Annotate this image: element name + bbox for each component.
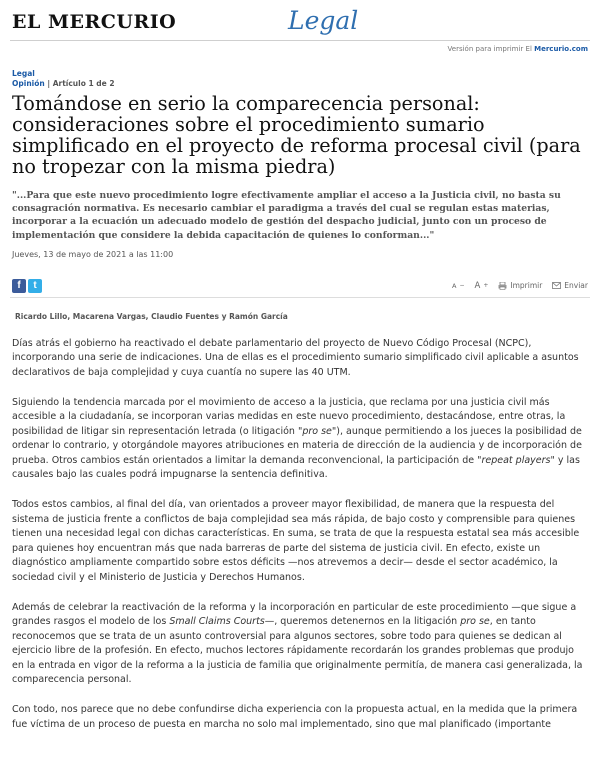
- paragraph-4-part-b: —, queremos detenernos en la litigación: [264, 616, 461, 628]
- article-tools: [452, 281, 588, 291]
- paragraph-5: Con todo, nos parece que no debe confundirse dicha experiencia con la propuesta actual, en la medida que la primera fue víctima de un proceso de puesta en marcha no solo mal implementado, sino que mal planificado (importante: [12, 704, 578, 730]
- font-decrease-button[interactable]: A −: [452, 281, 465, 290]
- font-increase-label: A: [474, 280, 481, 291]
- article-toolbar: [10, 277, 590, 298]
- paragraph-4: [12, 601, 586, 688]
- print-label-tool: Imprimir: [510, 281, 543, 291]
- print-version-note: [0, 45, 588, 53]
- term-repeat-players: repeat players: [481, 454, 551, 466]
- article-lead: "...Para que este nuevo procedimiento logre efectivamente ampliar el acceso a la Justicia civil, no basta su consagración normativa. Es necesario cambiar el paradigma a través del cual se regulan estas materias, incorporar a la ecuación un adecuado modelo de gestión del despacho judicial, junto con un proceso de implementación que considere la debida capacitación de quienes lo conforman...": [12, 190, 561, 241]
- breadcrumb: [12, 69, 600, 89]
- paragraph-3: Todos estos cambios, al final del día, van orientados a proveer mayor flexibilidad, de manera que la respuesta del sistema de justicia frente a conflictos de baja complejidad sea más rápida, de bajo costo y comprensible para quienes tienen una necesidad legal con dichas características. En suma, se trata de que la respuesta estatal sea más accesible para quienes hoy encuentran más que nada barreras de parte del sistema de justicia civil. En efecto, existe un diagnóstico ampliamente compartido sobre estos déficits —nos atrevemos a decir— desde el sector académico, la sociedad civil y el Ministerio de Justicia y Derechos Humanos.: [12, 499, 580, 583]
- paragraph-4-part-c: , en tanto reconocemos que se trata de un asunto controversial para algunos sectores, sobre todo para quienes se dedican al ejercicio libre de la profesión. En efecto, muchos lectores rápidamente recordarán los grandes problemas que produjo en la entrada en vigor de la reforma a la justicia de familia que originalmente permitía, de manera casi generalizada, la comparecencia personal.: [12, 616, 583, 686]
- paragraph-2-part-c: " y las causales bajo las cuales podrá impugnarse la sentencia definitiva.: [12, 454, 580, 481]
- paragraph-4-part-a: Además de celebrar la reactivación de la reforma y la incorporación en particular de este procedimiento —que sigue a grandes rasgos el modelo de los: [12, 601, 577, 628]
- breadcrumb-subsection[interactable]: Opinión: [12, 79, 45, 88]
- section-logo[interactable]: Legal: [288, 6, 359, 35]
- paragraph-1: Días atrás el gobierno ha reactivado el debate parlamentario del proyecto de Nuevo Código Procesal (NCPC), incorporando una serie de indicaciones. Una de ellas es el procedimiento sumario simplificado civil aplicable a asuntos declarativos de baja complejidad y cuya cuantía no supere las 40 UTM.: [12, 337, 579, 378]
- term-small-claims-courts: Small Claims Courts: [169, 616, 265, 628]
- term-pro-se-2: pro se: [460, 616, 490, 628]
- font-decrease-label: A: [452, 281, 457, 290]
- masthead: [10, 0, 590, 41]
- print-label: Versión para imprimir El: [447, 45, 532, 53]
- facebook-icon[interactable]: f: [12, 279, 26, 293]
- print-site-link[interactable]: Mercurio.com: [534, 45, 588, 53]
- font-increase-button[interactable]: A +: [474, 280, 489, 291]
- social-share: [12, 279, 42, 293]
- article-body: [12, 337, 586, 733]
- article-date: Jueves, 13 de mayo de 2021 a las 11:00: [12, 249, 174, 259]
- paragraph-2-part-b: "), aunque permitiendo a los jueces la posibilidad de ordenar lo contrario, y otorgándole mayores atribuciones en materia de dirección de la audiencia y de incorporación de prueba. Otros cambios están orientados a limitar la demanda reconvencional, la participación de ": [12, 425, 582, 466]
- article-title: Tomándose en serio la comparecencia personal: consideraciones sobre el procedimiento sumario simplificado en el proyecto de reforma procesal civil (para no tropezar con la misma piedra): [12, 92, 581, 178]
- paragraph-2: [12, 396, 586, 483]
- term-pro-se: pro se: [302, 425, 332, 437]
- send-button[interactable]: [552, 281, 588, 290]
- envelope-icon: [552, 282, 561, 289]
- printer-icon: [498, 282, 507, 290]
- print-button[interactable]: [498, 281, 542, 290]
- twitter-icon[interactable]: t: [28, 279, 42, 293]
- site-brand[interactable]: EL MERCURIO: [12, 11, 177, 33]
- article-authors: Ricardo Lillo, Macarena Vargas, Claudio Fuentes y Ramón García: [15, 311, 288, 321]
- article-count: | Artículo 1 de 2: [47, 79, 115, 88]
- breadcrumb-section[interactable]: Legal: [12, 69, 35, 78]
- send-label: Enviar: [564, 281, 588, 291]
- paragraph-2-part-a: Siguiendo la tendencia marcada por el movimiento de acceso a la justicia, que reclama por una justicia civil más accesible a la ciudadanía, se incorporan varias medidas en este nuevo procedimiento, destacándose, entre otras, la posibilidad de litigar sin representación letrada (o litigación ": [12, 396, 566, 437]
